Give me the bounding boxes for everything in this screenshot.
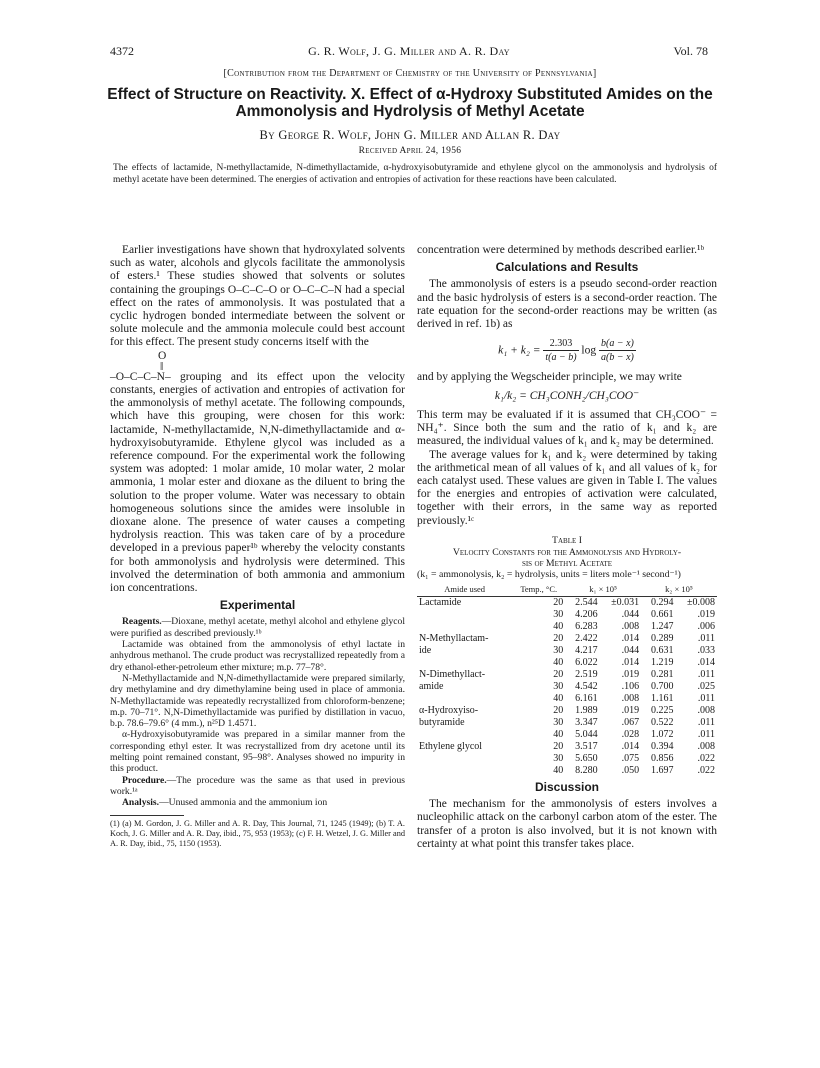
table-caption-line-1: Velocity Constants for the Ammonolysis and Hydroly- [452,547,682,559]
methyllactamide-paragraph: N-Methyllactamide and N,N-dimethyllactamide were prepared similarly, dry methylamine and dry dimethylamine being used in place of ammonia. N-Methyllactamide was repeatedly recrystallized from chloroform-benzene; m.p. 70–71°. N,N-Dimethyllactamide was purified by distillation in vacuo, b.p. 78.6–79.6° (4 mm.), n²⁵D 1.4571. [110,672,405,730]
cell-k2: 1.072 [650,729,674,741]
cell-temp: 20 [553,633,564,645]
cell-k2: 0.522 [650,717,674,729]
cell-temp: 40 [553,657,564,669]
cell-temp: 20 [553,597,564,609]
lactamide-paragraph: Lactamide was obtained from the ammonolysis of ethyl lactate in anhydrous methanol. The crude product was recrystallized repeatedly from a dry ethanol-ether-petroleum ether mixture; m.p. 77–78°. [110,639,405,673]
cell-k2-error: .014 [697,657,715,669]
cell-k1-error: .075 [621,753,640,765]
reagents-paragraph [110,616,405,639]
cell-k1-error: .019 [621,669,640,681]
table-caption-line-2: sis of Methyl Acetate [521,558,613,570]
cell-temp: 40 [553,765,564,777]
cell-k1-error: ±0.031 [611,597,640,609]
cell-k2: 0.661 [650,609,674,621]
cell-amide: α-Hydroxyiso- [419,705,479,717]
cell-k1: 4.206 [575,609,598,621]
cell-k2-error: .011 [697,669,715,681]
cell-k1-error: .014 [621,741,640,753]
cell-k1: 2.519 [575,669,598,681]
hydroxyisobutyramide-paragraph: α-Hydroxyisobutyramide was prepared in a similar manner from the corresponding ethyl ester. It was recrystallized from dry acetone until its melting point remained constant, 95–98°. Analyses showed no impurity in this product. [110,729,405,775]
cell-temp: 40 [553,621,564,633]
table-row [417,693,717,705]
volume-number: Vol. 78 [673,44,708,58]
cell-k2-error: .011 [697,693,715,705]
cell-k2: 1.697 [650,765,674,777]
cell-k1: 4.542 [575,681,598,693]
velocity-constants-table [417,583,717,777]
table-row [417,609,717,621]
rate-equation-fraction-1 [543,337,578,364]
cell-k1-error: .028 [621,729,640,741]
table-row [417,621,717,633]
cell-k1: 3.347 [575,717,598,729]
cell-k2-error: .022 [697,765,715,777]
cell-k1: 6.283 [575,621,598,633]
cell-k2: 1.161 [650,693,674,705]
fraction-1-denominator: t(a − b) [545,352,577,364]
byline: By George R. Wolf, John G. Miller and Allan R. Day [259,128,561,142]
table-title: Table I [552,534,582,546]
intro-paragraph-1: Earlier investigations have shown that hydroxylated solvents such as water, alcohols and glycols facilitate the ammonolysis of esters.¹ These studies showed that solvents or solutes containing the groupings O–C–C–O or O–C–C–N had a special effect on the rates of ammonolysis. It was postulated that a cyclic hydrogen bonded intermediate between the solvent or solute molecule and the ammonia molecule could best account for this effect. The present study concerns itself with the [110,244,405,349]
cell-amide: Ethylene glycol [419,741,483,753]
cell-k1: 2.544 [575,597,598,609]
header-k1: k₁ × 10⁵ [565,583,641,597]
table-row [417,729,717,741]
cell-k1-error: .014 [621,633,640,645]
title-line-1: Effect of Structure on Reactivity. X. Effect of α-Hydroxy Substituted Amides on the [107,86,713,103]
cell-k1-error: .008 [621,621,640,633]
cell-temp: 40 [553,729,564,741]
cell-temp: 30 [553,645,564,657]
group-oxygen: O [158,349,167,362]
cell-k1-error: .019 [621,705,640,717]
cell-k2-error: .022 [697,753,715,765]
footnotes: (1) (a) M. Gordon, J. G. Miller and A. R. Day, This Journal, 71, 1245 (1949); (b) T. A. Koch, J. G. Miller and A. R. Day, ibid., 75, 953 (1953); (c) F. H. Wetzel, J. G. Miller and A. R. Day, ibid., 75, 1150 (1953). [110,818,405,848]
cell-temp: 20 [553,705,564,717]
cell-k2: 1.219 [650,657,674,669]
rate-equation [417,337,717,364]
cell-k1-error: .044 [621,609,640,621]
cell-amide [417,693,512,705]
cell-k2: 0.225 [650,705,674,717]
group-double-bond: ‖ [160,360,164,373]
calculations-paragraph-3: This term may be evaluated if it is assumed that CH₃COO⁻ = NH₄⁺. Since both the sum and the ratio of k₁ and k₂ are measured, the individual values of k₁ and k₂ may be determined. [417,409,717,448]
cell-k1-error: .008 [621,693,640,705]
cell-k1: 2.422 [575,633,598,645]
cell-k2: 0.281 [650,669,674,681]
cell-amide: amide [419,681,444,693]
cell-k1: 4.217 [575,645,598,657]
table-row [417,741,717,753]
table-row [417,765,717,777]
table-row [417,681,717,693]
table-header-row [417,583,717,597]
cell-k2-error: .011 [697,729,715,741]
cell-k1: 6.022 [575,657,598,669]
cell-k2-error: .011 [697,717,715,729]
cell-k2-error: .006 [697,621,715,633]
running-head-authors: G. R. Wolf, J. G. Miller and A. R. Day [308,44,510,58]
cell-k1: 6.161 [575,693,598,705]
discussion-paragraph-1: The mechanism for the ammonolysis of esters involves a nucleophilic attack on the carbonyl carbon atom of the ester. The transfer of a proton is also involved, but it is not known with certainty at what point this transfer takes place. [417,798,717,850]
analysis-text: —Unused ammonia and the ammonium ion [159,797,328,809]
cell-k2-error: ±0.008 [687,597,715,609]
experimental-heading: Experimental [219,598,296,613]
abstract: The effects of lactamide, N-methyllactamide, N-dimethyllactamide, α-hydroxyisobutyramide and ethylene glycol on the ammonolysis and hydrolysis of methyl acetate have been determined. The energies of activation and entropies of activation for these reactions have been calculated. [113,163,717,185]
cell-k2: 0.700 [650,681,674,693]
cell-k1-error: .067 [621,717,640,729]
article-title [100,86,720,120]
cell-amide [417,609,512,621]
cell-k2-error: .033 [697,645,715,657]
cell-temp: 30 [553,753,564,765]
header-k2: k₂ × 10⁵ [641,583,717,597]
analysis-label: Analysis. [122,797,160,809]
cell-k2-error: .011 [697,633,715,645]
cell-amide: N-Dimethyllact- [419,669,486,681]
table-row [417,597,717,610]
reagents-text: —Dioxane, methyl acetate, methyl alcohol and ethylene glycol were purified as described previously.¹ᵇ [110,616,405,639]
cell-k2-error: .025 [697,681,715,693]
rate-equation-fraction-2 [599,337,636,364]
fraction-1-numerator: 2.303 [543,337,578,351]
cell-k1: 8.280 [575,765,598,777]
cell-amide [417,729,512,741]
cell-k1: 5.650 [575,753,598,765]
title-line-2: Ammonolysis and Hydrolysis of Methyl Acetate [235,103,585,120]
log-operator: log [581,344,597,357]
table-row [417,705,717,717]
cell-temp: 30 [553,681,564,693]
header-temp: Temp., °C. [512,583,565,597]
cell-temp: 20 [553,741,564,753]
received-date: Received April 24, 1956 [358,146,462,156]
calculations-heading: Calculations and Results [495,260,639,275]
cell-k1-error: .106 [621,681,640,693]
cell-k2: 0.394 [650,741,674,753]
cell-k1-error: .044 [621,645,640,657]
left-column [110,244,405,849]
cell-k1: 1.989 [575,705,598,717]
cell-k1-error: .014 [621,657,640,669]
analysis-continued: concentration were determined by methods described earlier.¹ᵇ [417,244,705,256]
cell-amide: Lactamide [419,597,462,609]
rate-equation-lhs: k₁ + k₂ = [498,344,541,357]
cell-k2: 0.294 [650,597,674,609]
cell-temp: 30 [553,609,564,621]
wegscheider-equation: k₁/k₂ = CH₃CONH₂/CH₃COO⁻ [494,389,640,402]
table-row [417,657,717,669]
cell-k2: 0.856 [650,753,674,765]
discussion-heading: Discussion [534,780,600,795]
cell-k2: 0.631 [650,645,674,657]
reagents-label: Reagents. [122,616,162,628]
cell-temp: 40 [553,693,564,705]
cell-k2-error: .008 [697,741,715,753]
cell-k2: 1.247 [650,621,674,633]
cell-temp: 20 [553,669,564,681]
cell-k2-error: .019 [697,609,715,621]
cell-amide [417,765,512,777]
functional-group-diagram [110,350,405,371]
calculations-paragraph-4: The average values for k₁ and k₂ were determined by taking the arithmetical mean of all values of k₁ and all values of k₂ for each catalyst used. These values are given in Table I. The values for the energies and entropies of activation were calculated, together with their errors, in the same way as reported previously.¹ᶜ [417,448,717,527]
cell-amide: N-Methyllactam- [419,633,489,645]
cell-amide [417,621,512,633]
fraction-2-denominator: a(b − x) [601,352,634,364]
table-row [417,753,717,765]
fraction-2-numerator: b(a − x) [599,337,636,351]
contribution-line: [Contribution from the Department of Chemistry of the University of Pennsylvania] [223,68,597,79]
footnote-divider [110,815,184,816]
analysis-paragraph [110,797,405,808]
table-body [417,597,717,778]
cell-temp: 30 [553,717,564,729]
table-row [417,645,717,657]
procedure-text: —The procedure was the same as that used in previous work.¹ᵃ [110,774,405,797]
table-note: (k₁ = ammonolysis, k₂ = hydrolysis, units = liters mole⁻¹ second⁻¹) [417,569,681,581]
header-amide: Amide used [417,583,512,597]
procedure-paragraph [110,775,405,798]
cell-k2-error: .008 [697,705,715,717]
table-row [417,633,717,645]
cell-k2: 0.289 [650,633,674,645]
procedure-label: Procedure. [122,774,167,786]
running-head [110,44,708,60]
experimental-section [110,616,405,808]
page-number: 4372 [110,44,134,58]
cell-k1: 3.517 [575,741,598,753]
calculations-paragraph-1: The ammonolysis of esters is a pseudo second-order reaction and the basic hydrolysis of esters is a second-order reaction. The rate equation for the second-order reactions may be written (as derived in ref. 1b) as [417,278,717,331]
table-row [417,669,717,681]
cell-k1: 5.044 [575,729,598,741]
cell-amide: ide [419,645,432,657]
right-column [417,244,717,851]
cell-amide [417,753,512,765]
table-row [417,717,717,729]
cell-k1-error: .050 [621,765,640,777]
cell-amide: butyramide [419,717,465,729]
cell-amide [417,657,512,669]
calculations-paragraph-2: and by applying the Wegscheider principle, we may write [417,370,682,383]
intro-paragraph-2: –O–C–C–N– grouping and its effect upon the velocity constants, energies of activation and entropies of activation for the ammonolysis of methyl acetate. The following compounds, which have this grouping, were chosen for this work: lactamide, N-methyllactamide, N,N-dimethyllactamide and α-hydroxyisobutyramide. Ethylene glycol was included as a reference compound. For the experimental work the following system was adopted: 1 molar amide, 10 molar water, 2 molar ammonia, 1 molar ester and dioxane as the diluent to bring the solution to the proper volume. Water was necessary to obtain homogeneous solutions since the amides were insoluble in dioxane alone. The presence of water causes a competing hydrolysis reaction. This was taken care of by a procedure developed in a previous paper¹ᵇ whereby the velocity constants for both ammonolysis and hydrolysis were determined. This involved the determination of both ammonia and ammonium ion concentrations. [110,370,405,595]
